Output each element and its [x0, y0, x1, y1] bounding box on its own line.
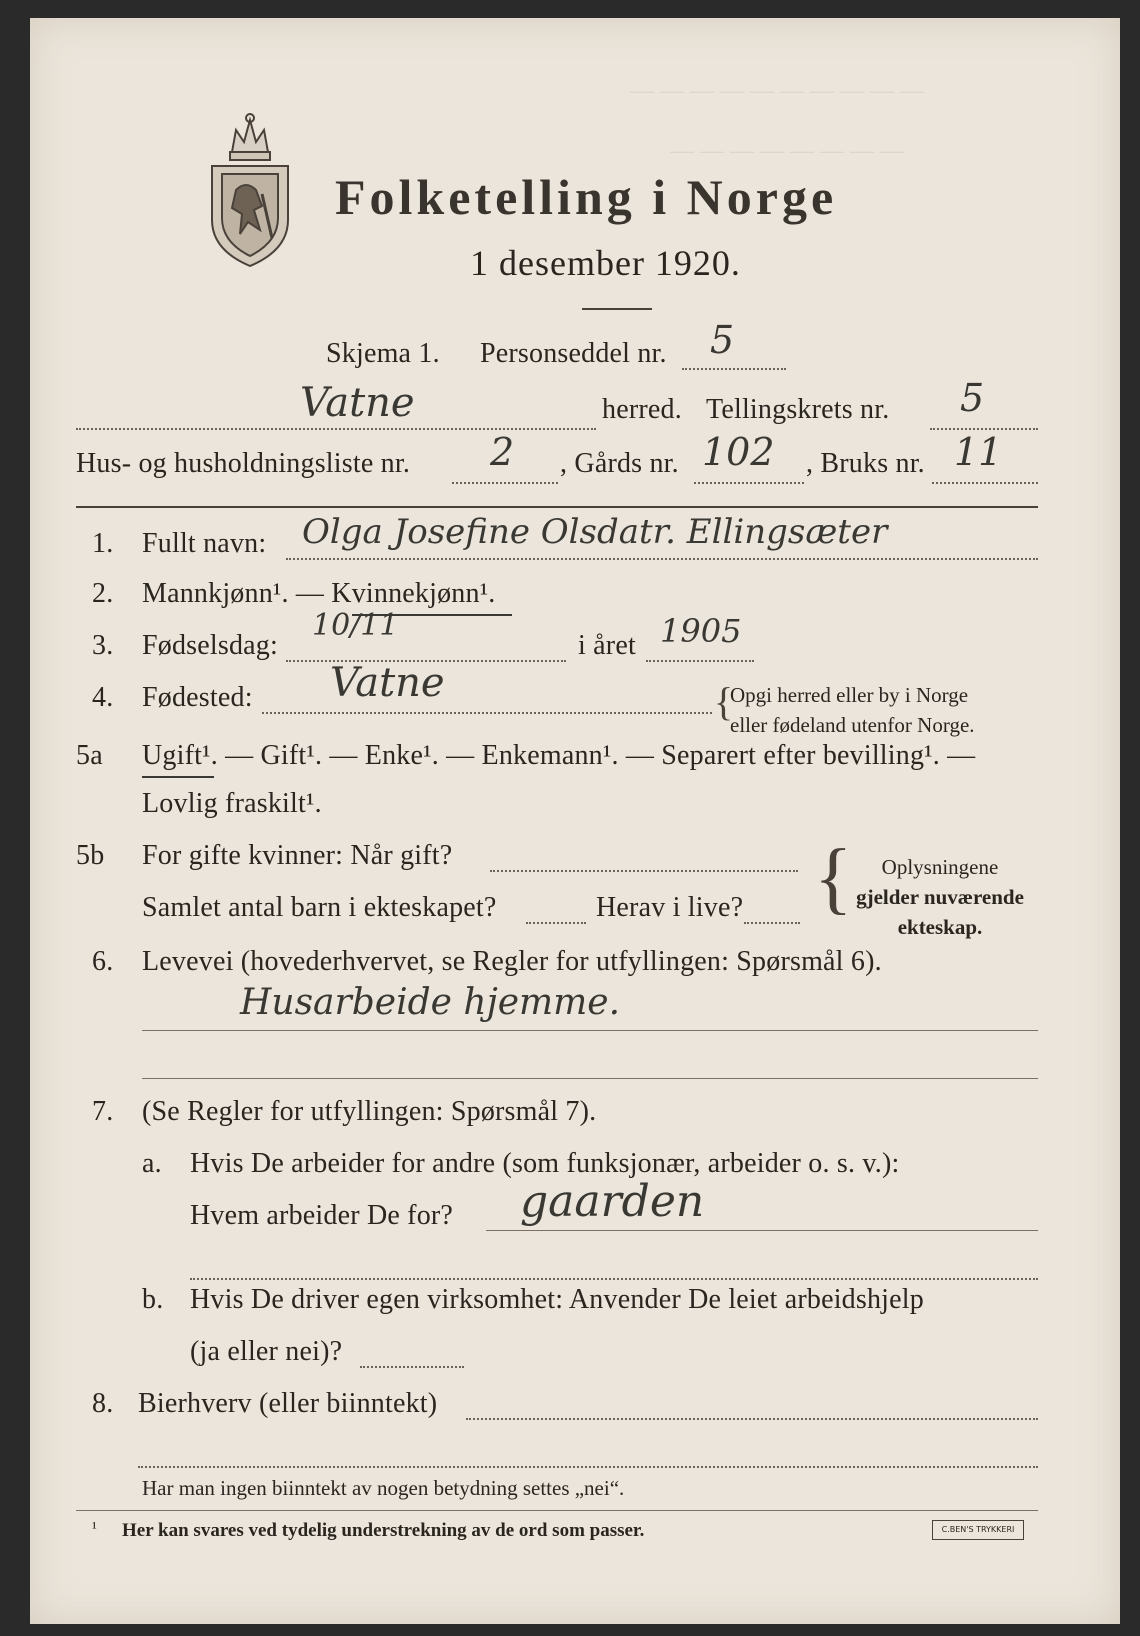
- husholdningsliste-label: Hus- og husholdningsliste nr.: [76, 448, 411, 479]
- side-income-field-line-2: [138, 1466, 1038, 1468]
- personseddel-field-line: [682, 368, 786, 370]
- hired-help-field-line: [360, 1366, 464, 1368]
- occupation-field-line-2: [142, 1078, 1038, 1079]
- q7b-label-2: (ja eller nei)?: [190, 1336, 343, 1367]
- q1-label: Fullt navn:: [142, 528, 267, 559]
- skjema-label: Skjema 1.: [326, 338, 440, 369]
- birthplace-value[interactable]: Vatne: [330, 660, 445, 706]
- birthplace-field-line: [262, 712, 712, 714]
- full-name-value[interactable]: Olga Josefine Olsdatr. Ellingsæter: [302, 512, 888, 552]
- married-date-field-line: [490, 870, 798, 872]
- marriage-note-3: ekteskap.: [897, 915, 983, 939]
- q4-number: 4.: [92, 682, 114, 713]
- form-title: Folketelling i Norge: [335, 169, 838, 225]
- occupation-value[interactable]: Husarbeide hjemme.: [240, 982, 621, 1023]
- employer-field-line-2: [190, 1278, 1038, 1280]
- q2-number: 2.: [92, 578, 114, 609]
- herred-field-line: [76, 428, 596, 430]
- personseddel-label: Personseddel nr.: [480, 338, 667, 369]
- gards-value[interactable]: 102: [702, 430, 775, 474]
- q6-number: 6.: [92, 946, 114, 977]
- birth-year-value[interactable]: 1905: [660, 612, 742, 650]
- q2-label: Mannkjønn¹. — Kvinnekjønn¹.: [142, 578, 496, 609]
- marriage-note-2: gjelder nuværende: [856, 885, 1024, 909]
- personseddel-value[interactable]: 5: [710, 318, 735, 362]
- birth-year-label: i året: [578, 630, 636, 661]
- husholdningsliste-value[interactable]: 2: [490, 430, 515, 474]
- q8-label: Bierhverv (eller biinntekt): [138, 1388, 438, 1419]
- brace-icon: {: [714, 679, 734, 724]
- q5a-label-2: Lovlig fraskilt¹.: [142, 788, 322, 819]
- birthplace-note-1: Opgi herred eller by i Norge: [730, 683, 969, 707]
- gards-field-line: [694, 482, 804, 484]
- herred-label: herred.: [602, 394, 682, 425]
- birthday-value[interactable]: 10/11: [312, 608, 399, 643]
- tellingskrets-value[interactable]: 5: [960, 376, 985, 420]
- q7a-number: a.: [142, 1148, 162, 1179]
- q5a-number: 5a: [76, 740, 103, 771]
- footnote-text: Her kan svares ved tydelig understrekning av de ord som passer.: [122, 1520, 645, 1541]
- bruks-label: , Bruks nr.: [806, 448, 925, 479]
- norwegian-coat-of-arms-icon: [202, 110, 298, 270]
- footnote-mark: ¹: [92, 1520, 97, 1537]
- title-divider: [582, 308, 652, 310]
- footnote-divider: [76, 1510, 1038, 1511]
- form-date: 1 desember 1920.: [470, 243, 741, 283]
- gards-label: , Gårds nr.: [560, 448, 679, 479]
- census-form-page: [30, 18, 1120, 1624]
- bleed-through: — — — — — — — —: [670, 138, 904, 164]
- q7-label: (Se Regler for utfyllingen: Spørsmål 7).: [142, 1096, 597, 1127]
- tellingskrets-label: Tellingskrets nr.: [706, 394, 890, 425]
- q6-label: Levevei (hovederhvervet, se Regler for utfyllingen: Spørsmål 6).: [142, 946, 882, 977]
- header-divider: [76, 506, 1038, 508]
- q7b-number: b.: [142, 1284, 164, 1315]
- herred-value[interactable]: Vatne: [300, 380, 415, 426]
- bruks-field-line: [932, 482, 1038, 484]
- husholdningsliste-field-line: [452, 482, 558, 484]
- q8-number: 8.: [92, 1388, 114, 1419]
- employer-field-line: [486, 1230, 1038, 1231]
- q4-label: Fødested:: [142, 682, 253, 713]
- bleed-through: — — — — — — — — — —: [630, 78, 924, 104]
- side-income-field-line: [466, 1418, 1038, 1420]
- q7b-label: Hvis De driver egen virksomhet: Anvender De leiet arbeidshjelp: [190, 1284, 924, 1315]
- birthplace-note-2: eller fødeland utenfor Norge.: [730, 713, 975, 737]
- q5b-number: 5b: [76, 840, 105, 871]
- q7a-label-2: Hvem arbeider De for?: [190, 1200, 454, 1231]
- children-alive-field-line: [744, 922, 800, 924]
- printer-stamp: C.BEN'S TRYKKERI: [932, 1520, 1024, 1540]
- ugift-underline: [142, 776, 214, 778]
- q5b-label-3: Herav i live?: [596, 892, 744, 923]
- employer-value[interactable]: gaarden: [520, 1176, 705, 1227]
- children-count-field-line: [526, 922, 586, 924]
- q1-number: 1.: [92, 528, 114, 559]
- side-income-note: Har man ingen biinntekt av nogen betydning settes „nei“.: [142, 1476, 625, 1500]
- bruks-value[interactable]: 11: [954, 430, 1003, 474]
- birth-year-field-line: [646, 660, 754, 662]
- brace-icon: {: [814, 834, 853, 922]
- marriage-note-1: Oplysningene: [881, 855, 999, 879]
- q5b-label-2: Samlet antal barn i ekteskapet?: [142, 892, 497, 923]
- q7-number: 7.: [92, 1096, 114, 1127]
- q3-label: Fødselsdag:: [142, 630, 278, 661]
- q3-number: 3.: [92, 630, 114, 661]
- q5a-label: Ugift¹. — Gift¹. — Enke¹. — Enkemann¹. — Separert efter bevilling¹. —: [142, 740, 976, 771]
- occupation-field-line: [142, 1030, 1038, 1031]
- q7a-label: Hvis De arbeider for andre (som funksjonær, arbeider o. s. v.):: [190, 1148, 900, 1179]
- q5b-label: For gifte kvinner: Når gift?: [142, 840, 453, 871]
- full-name-field-line: [286, 558, 1038, 560]
